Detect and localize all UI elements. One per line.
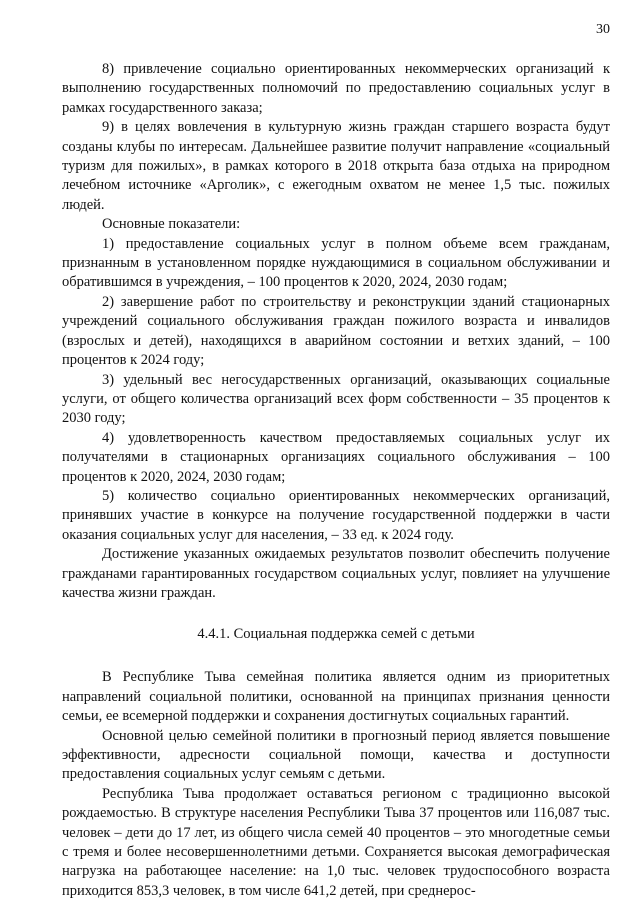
paragraph: Достижение указанных ожидаемых результатов позволит обеспечить получение гражданами гарантированных государством социальных услуг, повлияет на улучшение качества жизни граждан. bbox=[62, 546, 610, 601]
paragraph: 4) удовлетворенность качеством предоставляемых социальных услуг их получателями в стационарных организациях социального обслуживания – 100 процентов к 2020, 2024, 2030 годам; bbox=[62, 429, 610, 485]
paragraph: В Республике Тыва семейная политика является одним из приоритетных направлений социальной политики, основанной на принципах признания ценности семьи, ее всемерной поддержки и сохранения достигнутых социальных гарантий. bbox=[62, 669, 610, 725]
paragraph: Республика Тыва продолжает оставаться регионом с традиционно высокой рождаемостью. В структуре населения Республики Тыва 37 процентов или 116,087 тыс. человек – дети до 17 лет, из общего числа семей 40 процентов – это многодетные семьи с тремя и более несовершеннолетними детьми. Сохраняется высокая демографическая нагрузка на работающее население: на 1,0 тыс. человек трудоспособного возраста приходится 853,3 человек, в том числе 641,2 детей, при среднерос- bbox=[62, 785, 610, 899]
paragraph: Основные показатели: bbox=[102, 216, 241, 233]
paragraph: 8) привлечение социально ориентированных некоммерческих организаций к выполнению государственных полномочий по предоставлению социальных услуг в рамках государственного заказа; bbox=[62, 61, 610, 116]
paragraph: 2) завершение работ по строительству и реконструкции зданий стационарных учреждений социального обслуживания граждан пожилого возраста и инвалидов (взрослых и детей), находящихся в аварийном состоянии и ветхих зданий, – 100 процентов к 2024 году; bbox=[62, 293, 610, 369]
paragraph: 5) количество социально ориентированных некоммерческих организаций, принявших участие в конкурсе на получение государственной поддержки в части оказания социальных услуг для населения, – 33 ед. к 2024 году. bbox=[62, 487, 610, 543]
paragraph: 3) удельный вес негосударственных организаций, оказывающих социальные услуги, от общего количества организаций всех форм собственности – 35 процентов к 2030 году; bbox=[62, 371, 610, 427]
section-heading: 4.4.1. Социальная поддержка семей с детьми bbox=[197, 626, 475, 643]
paragraph: 9) в целях вовлечения в культурную жизнь граждан старшего возраста будут созданы клубы по интересам. Дальнейшее развитие получит направление «социальный туризм для пожилых», в рамках которого в 2018 открыта база отдыха на природном лечебном источнике «Арголик», с ежегодным охватом не менее 1,5 тыс. пожилых людей. bbox=[62, 119, 610, 213]
text-block-before bbox=[62, 60, 610, 603]
text-block-after bbox=[62, 668, 610, 901]
paragraph: 1) предоставление социальных услуг в полном объеме всем гражданам, признанным в установленном порядке нуждающимися в социальном обслуживании и обратившимся в учреждения, – 100 процентов к 2020, 2024, 2030 годам; bbox=[62, 235, 610, 291]
page-number: 30 bbox=[596, 22, 610, 37]
paragraph: Основной целью семейной политики в прогнозный период является повышение эффективности, адресности социальной помощи, качества и доступности предоставления социальных услуг семьям с детьми. bbox=[62, 727, 610, 783]
